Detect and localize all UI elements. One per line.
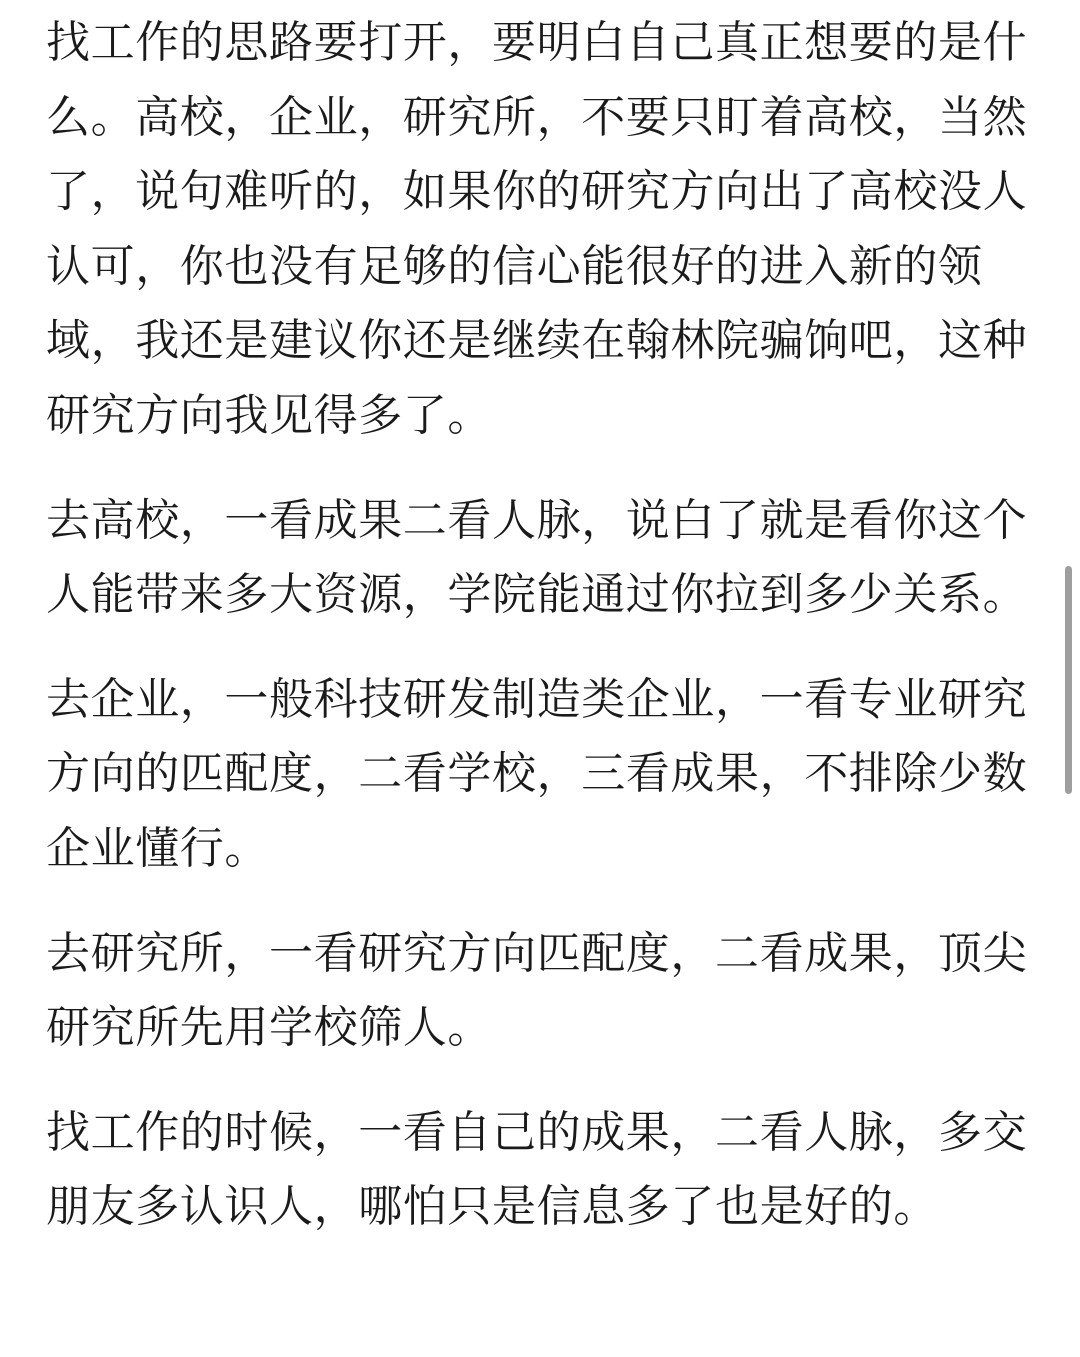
article-body (46, 6, 1031, 1275)
scrollbar-thumb[interactable] (1065, 566, 1072, 794)
paragraph-2: 去高校，一看成果二看人脉，说白了就是看你这个人能带来多大资源，学院能通过你拉到多少关系。 (46, 494, 1028, 621)
paragraph-4: 去研究所，一看研究方向匹配度，二看成果，顶尖研究所先用学校筛人。 (46, 927, 1028, 1054)
scrollbar[interactable] (1060, 0, 1080, 1357)
paragraph-3: 去企业，一般科技研发制造类企业，一看专业研究方向的匹配度，二看学校，三看成果，不排除少数企业懂行。 (46, 673, 1028, 874)
paragraph-5: 找工作的时候，一看自己的成果，二看人脉，多交朋友多认识人，哪怕只是信息多了也是好的。 (46, 1106, 1028, 1233)
paragraph-1: 找工作的思路要打开，要明白自己真正想要的是什么。高校，企业，研究所，不要只盯着高校，当然了，说句难听的，如果你的研究方向出了高校没人认可，你也没有足够的信心能很好的进入新的领域，我还是建议你还是继续在翰林院骗饷吧，这种研究方向我见得多了。 (46, 17, 1028, 441)
